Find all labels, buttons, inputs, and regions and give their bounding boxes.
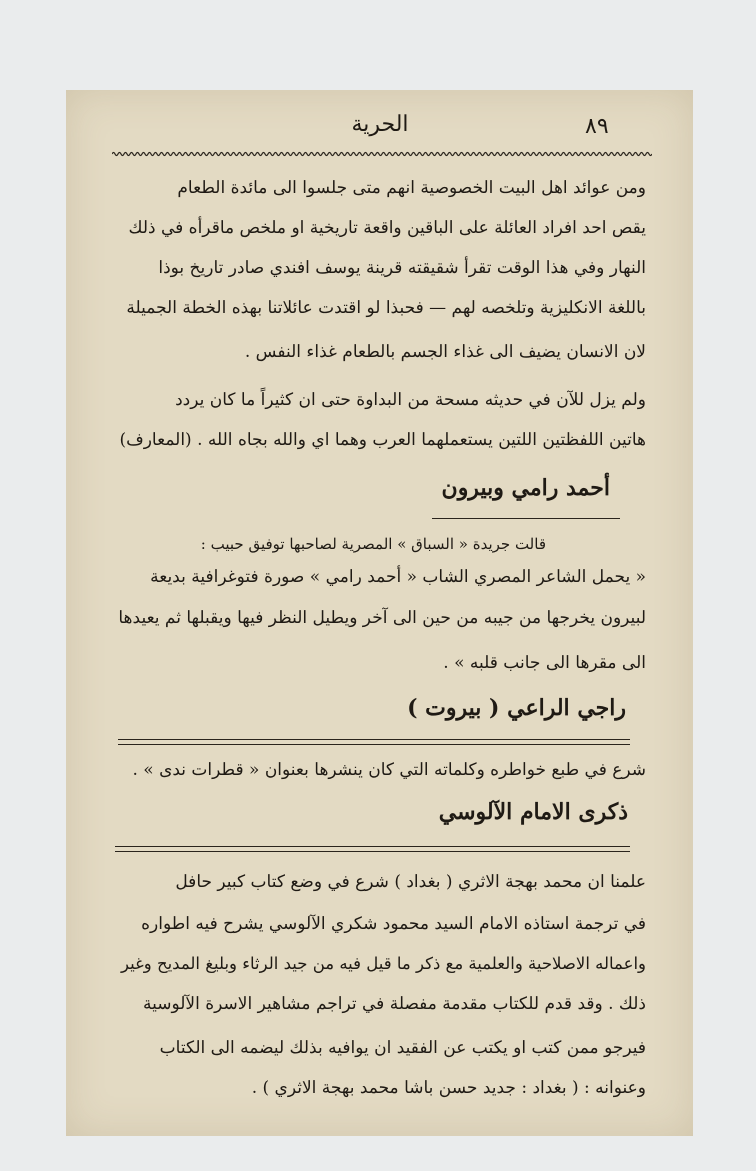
section-line: وعنوانه : ( بغداد : جديد حسن باشا محمد بهجة الاثري ) .	[251, 1078, 646, 1098]
divider	[432, 518, 620, 519]
section-line: شرع في طبع خواطره وكلماته التي كان ينشرها بعنوان « قطرات ندى » .	[132, 760, 646, 780]
divider-double-bottom	[115, 851, 630, 852]
section-line: واعماله الاصلاحية والعلمية مع ذكر ما قيل فيه من جيد الرثاء وبليغ المديح وغير	[121, 954, 646, 973]
section-heading-ahmad-rami: أحمد رامي وبيرون	[441, 475, 610, 501]
article-line: هاتين اللفظتين اللتين يستعملهما العرب وهما اي والله بجاه الله . (المعارف)	[119, 430, 646, 450]
section-line: الى مقرها الى جانب قلبه » .	[443, 653, 646, 673]
section-line: فيرجو ممن كتب او يكتب عن الفقيد ان يوافيه بذلك ليضمه الى الكتاب	[159, 1038, 646, 1058]
divider-double-bottom	[118, 744, 630, 745]
section-line: قالت جريدة « السباق » المصرية لصاحبها توفيق حبيب :	[200, 535, 546, 553]
header-wavy-rule	[112, 150, 652, 158]
article-line: باللغة الانكليزية وتلخصه لهم — فحبذا لو اقتدت عائلاتنا بهذه الخطة الجميلة	[126, 298, 646, 318]
divider-double-top	[115, 846, 630, 847]
section-line: « يحمل الشاعر المصري الشاب « أحمد رامي » صورة فتوغرافية بديعة	[150, 567, 646, 587]
page-number: ٨٩	[585, 114, 609, 139]
article-line: ومن عوائد اهل البيت الخصوصية انهم متى جلسوا الى مائدة الطعام	[177, 178, 646, 198]
section-heading-raji-al-rai: راجي الراعي ( بيروت )	[407, 695, 626, 721]
section-heading-alusi: ذكرى الامام الآلوسي	[438, 799, 628, 825]
article-line: ولم يزل للآن في حديثه مسحة من البداوة حتى ان كثيراً ما كان يردد	[175, 390, 646, 410]
section-line: لبيرون يخرجها من جيبه من حين الى آخر ويطيل النظر فيها ويقبلها ثم يعيدها	[118, 608, 646, 628]
divider-double-top	[118, 739, 630, 740]
article-line: لان الانسان يضيف الى غذاء الجسم بالطعام غذاء النفس .	[244, 342, 646, 362]
running-title: الحرية	[351, 112, 409, 137]
section-line: ذلك . وقد قدم للكتاب مقدمة مفصلة في تراجم مشاهير الاسرة الآلوسية	[142, 994, 646, 1014]
article-line: النهار وفي هذا الوقت تقرأ شقيقته قرينة يوسف افندي صادر تاريخ بوذا	[158, 258, 646, 278]
article-line: يقص احد افراد العائلة على الباقين واقعة تاريخية او ملخص ماقرأه في ذلك	[128, 218, 646, 238]
section-line: في ترجمة استاذه الامام السيد محمود شكري الآلوسي يشرح فيه اطواره	[141, 914, 646, 934]
section-line: علمنا ان محمد بهجة الاثري ( بغداد ) شرع في وضع كتاب كبير حافل	[175, 872, 646, 892]
